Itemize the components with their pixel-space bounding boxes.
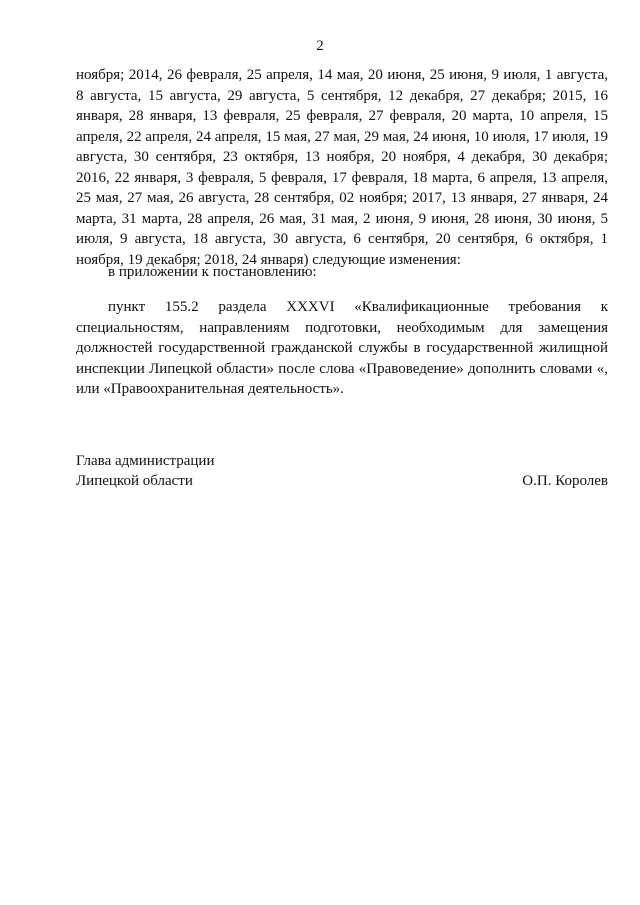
signatory-title-line2: Липецкой области [76, 473, 193, 489]
signature-block [76, 451, 608, 491]
amendment-paragraph: пункт 155.2 раздела XXXVI «Квалификационные требования к специальностям, направлениям подготовки, необходимым для замещения должностей государственной гражданской службы в государственной жилищной инспекции Липецкой области» после слова «Правоведение» дополнить словами «, или «Правоохранительная деятельность». [76, 299, 608, 397]
appendix-intro-paragraph: в приложении к постановлению: [108, 264, 317, 280]
signatory-title-line1: Глава администрации [76, 453, 215, 469]
dates-list-paragraph: ноября; 2014, 26 февраля, 25 апреля, 14 мая, 20 июня, 25 июня, 9 июля, 1 августа, 8 августа, 15 августа, 29 августа, 5 сентября, 12 декабря, 27 декабря; 2015, 16 января, 28 января, 13 февраля, 25 февраля, 27 февраля, 20 марта, 10 апреля, 15 апреля, 22 апреля, 24 апреля, 15 мая, 27 мая, 29 мая, 24 июня, 10 июля, 17 июля, 19 августа, 30 сентября, 23 октября, 13 ноября, 20 ноября, 4 декабря, 30 декабря; 2016, 22 января, 3 февраля, 5 февраля, 17 февраля, 18 марта, 6 апреля, 13 апреля, 25 мая, 27 мая, 26 августа, 28 сентября, 02 ноября; 2017, 13 января, 27 января, 24 марта, 31 марта, 28 апреля, 26 мая, 31 мая, 2 июня, 9 июня, 28 июня, 30 июня, 5 июля, 9 августа, 18 августа, 30 августа, 6 сентября, 20 сентября, 6 октября, 1 ноября, 19 декабря; 2018, 24 января) следующие изменения: [76, 67, 608, 268]
signature-row [76, 471, 608, 491]
signatory-name: О.П. Королев [522, 473, 608, 489]
page-number: 2 [316, 38, 324, 54]
